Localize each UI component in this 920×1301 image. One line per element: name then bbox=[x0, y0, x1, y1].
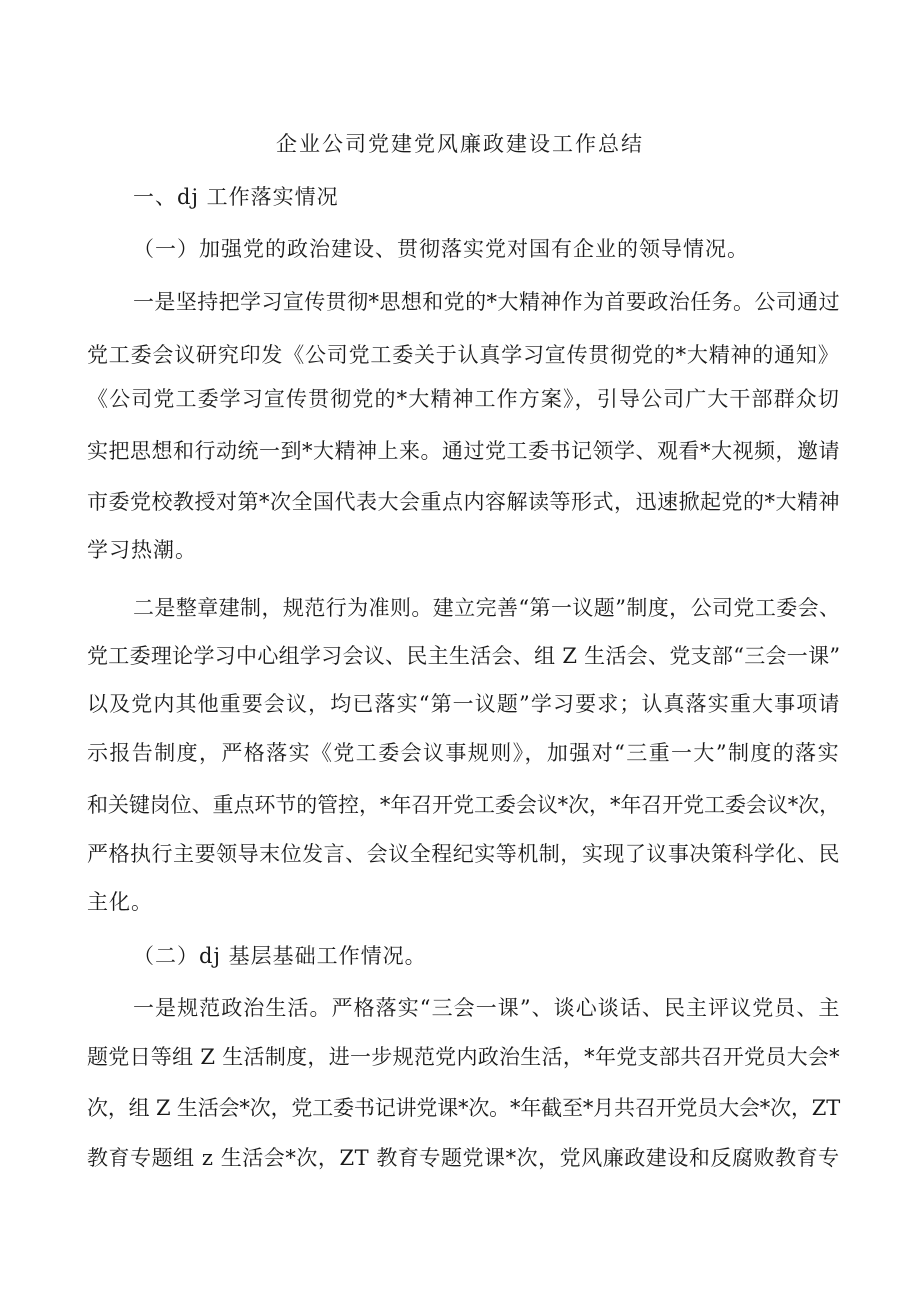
subsection-heading-2: （二）dj 基层基础工作情况。 bbox=[133, 944, 427, 968]
paragraph-line: 党工委会议研究印发《公司党工委关于认真学习宣传贯彻党的*大精神的通知》 bbox=[87, 343, 840, 367]
paragraph-line: 二是整章建制，规范行为准则。建立完善“第一议题”制度，公司党工委会、 bbox=[133, 596, 841, 620]
paragraph-line: 题党日等组 Z 生活制度，进一步规范党内政治生活，*年党支部共召开党员大会* bbox=[87, 1045, 840, 1069]
paragraph-line: 示报告制度，严格落实《党工委会议事规则》，加强对“三重一大”制度的落实 bbox=[87, 741, 840, 765]
subsection-heading-1: （一）加强党的政治建设、贯彻落实党对国有企业的领导情况。 bbox=[133, 237, 749, 261]
document-title: 企业公司党建党风廉政建设工作总结 bbox=[276, 132, 644, 156]
paragraph-line: 教育专题组 z 生活会*次，ZT 教育专题党课*次，党风廉政建设和反腐败教育专 bbox=[87, 1146, 840, 1170]
paragraph-line: 严格执行主要领导末位发言、会议全程纪实等机制，实现了议事决策科学化、民 bbox=[87, 842, 840, 866]
section-heading-1: 一、dj 工作落实情况 bbox=[133, 185, 339, 209]
paragraph-line: 一是规范政治生活。严格落实“三会一课”、谈心谈话、民主评议党员、主 bbox=[133, 996, 841, 1020]
paragraph-line: 《公司党工委学习宣传贯彻党的*大精神工作方案》，引导公司广大干部群众切 bbox=[87, 387, 840, 411]
paragraph-line: 实把思想和行动统一到*大精神上来。通过党工委书记领学、观看*大视频，邀请 bbox=[87, 439, 840, 463]
paragraph-line: 主化。 bbox=[87, 890, 153, 914]
paragraph-line: 市委党校教授对第*次全国代表大会重点内容解读等形式，迅速掀起党的*大精神 bbox=[87, 490, 840, 514]
paragraph-line: 以及党内其他重要会议，均已落实“第一议题”学习要求；认真落实重大事项请 bbox=[87, 692, 841, 716]
paragraph-line: 和关键岗位、重点环节的管控，*年召开党工委会议*次，*年召开党工委会议*次， bbox=[87, 793, 840, 817]
paragraph-line: 次，组 Z 生活会*次，党工委书记讲党课*次。*年截至*月共召开党员大会*次，ZT bbox=[87, 1096, 841, 1120]
paragraph-line: 党工委理论学习中心组学习会议、民主生活会、组 Z 生活会、党支部“三会一课” bbox=[87, 644, 841, 668]
paragraph-line: 学习热潮。 bbox=[87, 538, 197, 562]
paragraph-line: 一是坚持把学习宣传贯彻*思想和党的*大精神作为首要政治任务。公司通过 bbox=[133, 290, 840, 314]
